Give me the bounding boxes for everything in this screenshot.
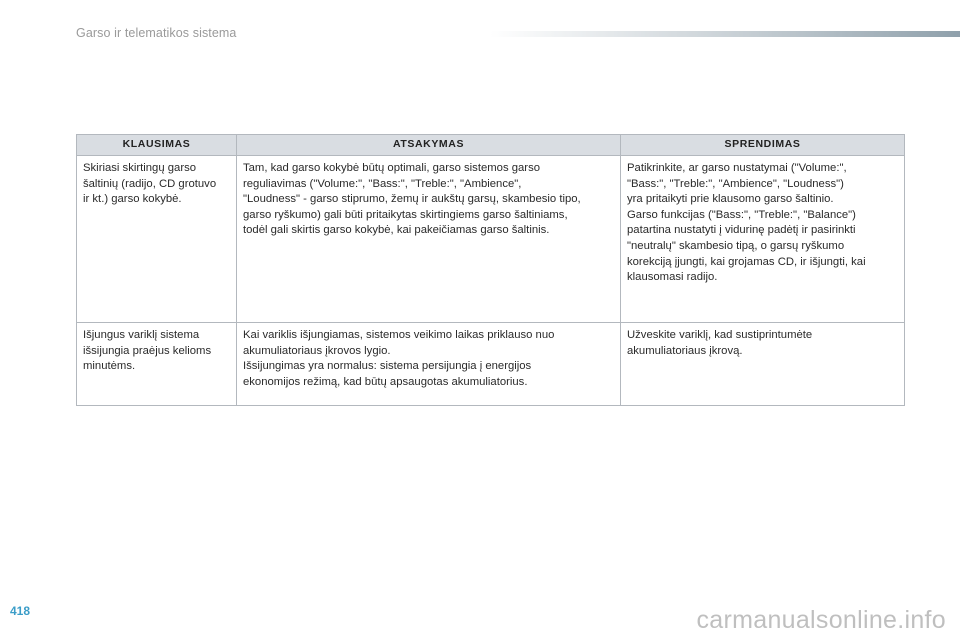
solution-cell	[621, 156, 905, 323]
question-cell	[77, 156, 237, 323]
text-line: klausomasi radijo.	[627, 271, 718, 284]
solution-cell	[621, 323, 905, 406]
text-line: "Loudness" - garso stiprumo, žemų ir aukštų garsų, skambesio tipo,	[243, 193, 581, 206]
text-line: korekciją įjungti, kai grojamas CD, ir išjungti, kai	[627, 255, 866, 268]
section-title: Garso ir telematikos sistema	[76, 26, 237, 40]
text-line: "neutralų" skambesio tipą, o garsų ryškumo	[627, 239, 845, 252]
table-row	[77, 323, 905, 406]
text-line: Tam, kad garso kokybė būtų optimali, garso sistemos garso	[243, 162, 540, 174]
column-header-solution: SPRENDIMAS	[621, 135, 905, 156]
text-line: šaltinių (radijo, CD grotuvo	[83, 177, 217, 190]
text-line: yra pritaikyti prie klausomo garso šaltinio.	[627, 193, 834, 206]
column-header-question: KLAUSIMAS	[77, 135, 237, 156]
text-line: Išsijungimas yra normalus: sistema persijungia į energijos	[243, 360, 532, 373]
question-cell	[77, 323, 237, 406]
text-line: reguliavimas ("Volume:", "Bass:", "Treble:", "Ambience",	[243, 177, 522, 190]
text-line: minutėms.	[83, 360, 136, 373]
page-number: 418	[10, 604, 31, 618]
text-line: akumuliatoriaus įkrovos lygio.	[243, 344, 391, 357]
text-line: Kai variklis išjungiamas, sistemos veikimo laikas priklauso nuo	[243, 329, 555, 341]
column-header-answer: ATSAKYMAS	[237, 135, 621, 156]
text-line: todėl gali skirtis garso kokybė, kai pakeičiamas garso šaltinis.	[243, 224, 550, 237]
text-line: ir kt.) garso kokybė.	[83, 193, 182, 206]
header-decorative-bar	[490, 31, 960, 37]
text-line: akumuliatoriaus įkrovą.	[627, 344, 743, 357]
text-line: išsijungia praėjus kelioms	[83, 344, 212, 357]
answer-cell	[237, 323, 621, 406]
table-row	[77, 156, 905, 323]
text-line: "Bass:", "Treble:", "Ambience", "Loudness")	[627, 177, 844, 190]
text-line: ekonomijos režimą, kad būtų apsaugotas akumuliatorius.	[243, 375, 528, 388]
text-line: Užveskite variklį, kad sustiprintumėte	[627, 329, 813, 341]
text-line: Garso funkcijas ("Bass:", "Treble:", "Balance")	[627, 208, 856, 221]
text-line: Patikrinkite, ar garso nustatymai ("Volume:",	[627, 162, 847, 174]
text-line: garso ryškumo) gali būti pritaikytas skirtingiems garso šaltiniams,	[243, 208, 568, 221]
troubleshooting-table	[76, 134, 905, 406]
answer-cell	[237, 156, 621, 323]
table-header-row	[77, 135, 905, 156]
watermark: carmanualsonline.info	[696, 606, 946, 634]
text-line: Skiriasi skirtingų garso	[83, 162, 197, 174]
text-line: Išjungus variklį sistema	[83, 329, 200, 341]
text-line: patartina nustatyti į vidurinę padėtį ir pasirinkti	[627, 224, 856, 237]
